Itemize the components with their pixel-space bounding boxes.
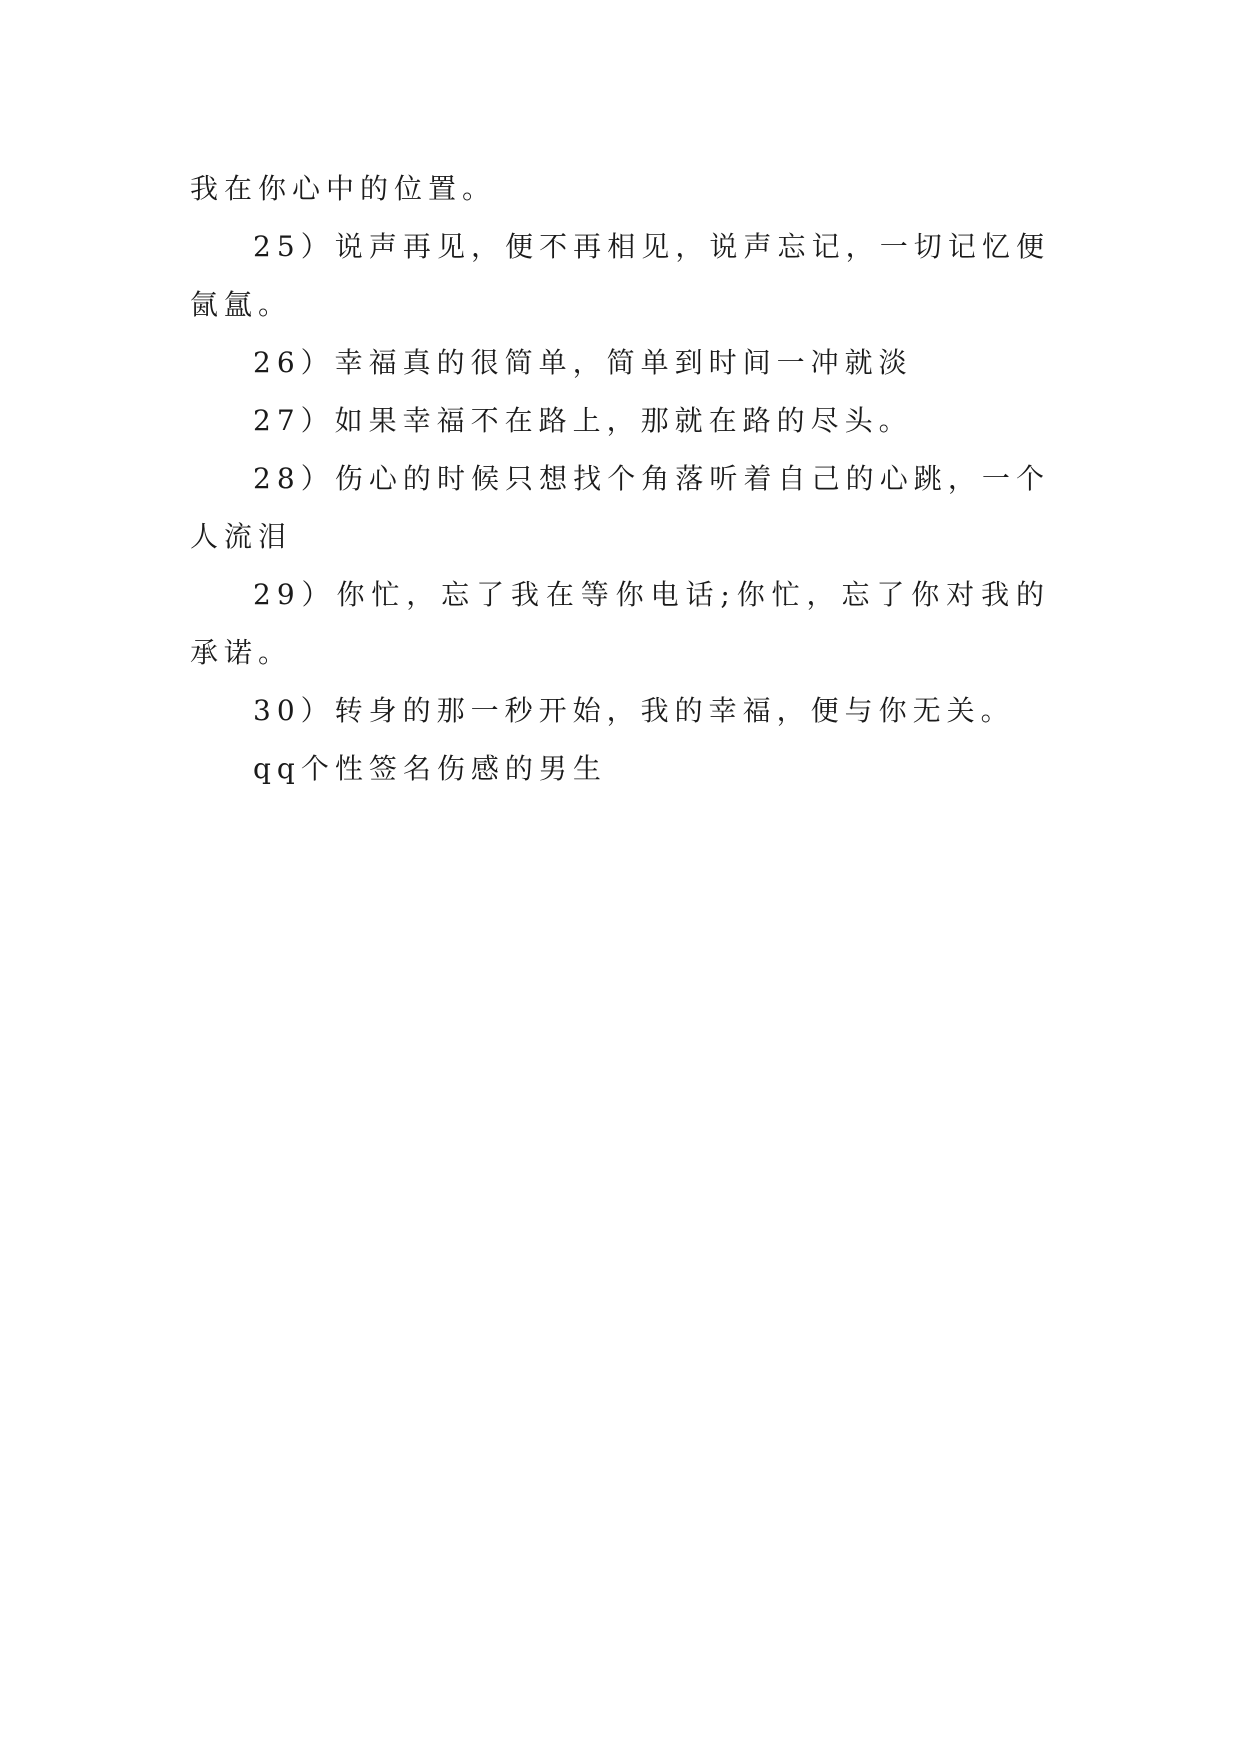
paragraph-item-27: 27）如果幸福不在路上，那就在路的尽头。 [253, 404, 913, 437]
paragraph-item-25: 25）说声再见，便不再相见，说声忘记，一切记忆便氤氲。 [190, 230, 1050, 321]
paragraph-continuation: 我在你心中的位置。 [190, 172, 497, 205]
document-body [190, 160, 1050, 798]
paragraph-item-29: 29）你忙，忘了我在等你电话;你忙，忘了你对我的承诺。 [190, 578, 1050, 669]
section-heading: qq个性签名伤感的男生 [253, 752, 607, 785]
paragraph-item-26: 26）幸福真的很简单，简单到时间一冲就淡 [253, 346, 913, 379]
paragraph-item-30: 30）转身的那一秒开始，我的幸福，便与你无关。 [253, 694, 1015, 727]
paragraph-item-28: 28）伤心的时候只想找个角落听着自己的心跳，一个人流泪 [190, 462, 1050, 553]
